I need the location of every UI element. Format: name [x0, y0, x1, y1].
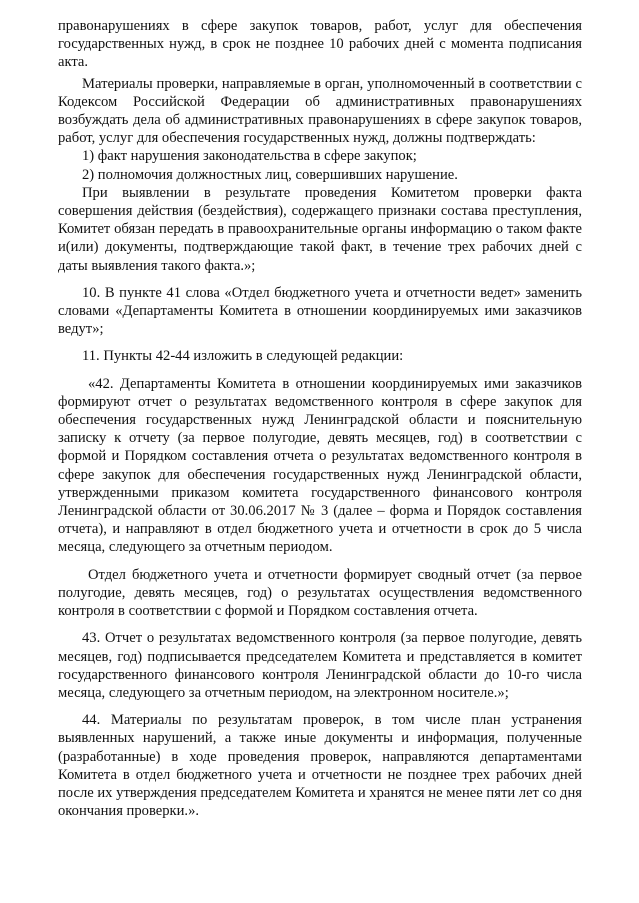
paragraph-inspection-materials: Материалы проверки, направляемые в орган, уполномоченный в соответствии с Кодексом Российской Федерации об административных правонарушениях возбуждать дела об административных правонарушениях в сфере закупок товаров, работ, услуг для обеспечения государственных нужд, должны подтверждать:	[58, 75, 582, 147]
list-item-2: 2) полномочия должностных лиц, совершивших нарушение.	[82, 166, 458, 183]
paragraph-item-11: 11. Пункты 42-44 изложить в следующей редакции:	[82, 348, 404, 365]
paragraph-item-44: 44. Материалы по результатам проверок, в том числе план устранения выявленных нарушений, а также иные документы и информация, полученные (разработанные) в ходе проведения проверок, направляются департаментами Комитета в отдел бюджетного учета и отчетности не позднее трех рабочих дней после их утверждения председателем Комитета и хранятся не менее пяти лет со дня окончания проверки.».	[58, 712, 582, 820]
list-item-1: 1) факт нарушения законодательства в сфере закупок;	[82, 148, 417, 165]
paragraph-item-43: 43. Отчет о результатах ведомственного контроля (за первое полугодие, девять месяцев, год) подписывается председателем Комитета и представляется в комитет государственного финансового контроля Ленинградской области до 10-го числа месяца, следующего за отчетным периодом, на электронном носителе.»;	[58, 630, 582, 701]
paragraph-item-10: 10. В пункте 41 слова «Отдел бюджетного учета и отчетности ведет» заменить словами «Департаменты Комитета в отношении координируемых ими заказчиков ведут»;	[58, 284, 582, 338]
paragraph-item-42: «42. Департаменты Комитета в отношении координируемых ими заказчиков формируют отчет о результатах ведомственного контроля в сфере закупок для обеспечения государственных нужд Ленинградской области и пояснительную записку к отчету (за первое полугодие, девять месяцев, год) в соответствии с формой и Порядком составления отчета о результатах ведомственного контроля в сфере закупок для обеспечения государственных нужд Ленинградской области, утвержденными приказом комитета государственного финансового контроля Ленинградской области от 30.06.2017 № 3 (далее – форма и Порядок составления отчета), и направляют в отдел бюджетного учета и отчетности в срок до 5 числа месяца, следующего за отчетным периодом.	[58, 375, 582, 556]
paragraph-summary-report: Отдел бюджетного учета и отчетности формирует сводный отчет (за первое полугодие, девять месяцев, год) о результатах осуществления ведомственного контроля в соответствии с формой и Порядком составления отчета.	[58, 566, 582, 620]
paragraph-crime-detection: При выявлении в результате проведения Комитетом проверки факта совершения действия (бездействия), содержащего признаки состава преступления, Комитет обязан передать в правоохранительные органы информацию о таком факте и(или) документы, подтверждающие такой факт, в течение трех рабочих дней с даты выявления такого факта.»;	[58, 184, 582, 274]
paragraph-continuation: правонарушениях в сфере закупок товаров, работ, услуг для обеспечения государственных нужд, в срок не позднее 10 рабочих дней с момента подписания акта.	[58, 18, 582, 71]
